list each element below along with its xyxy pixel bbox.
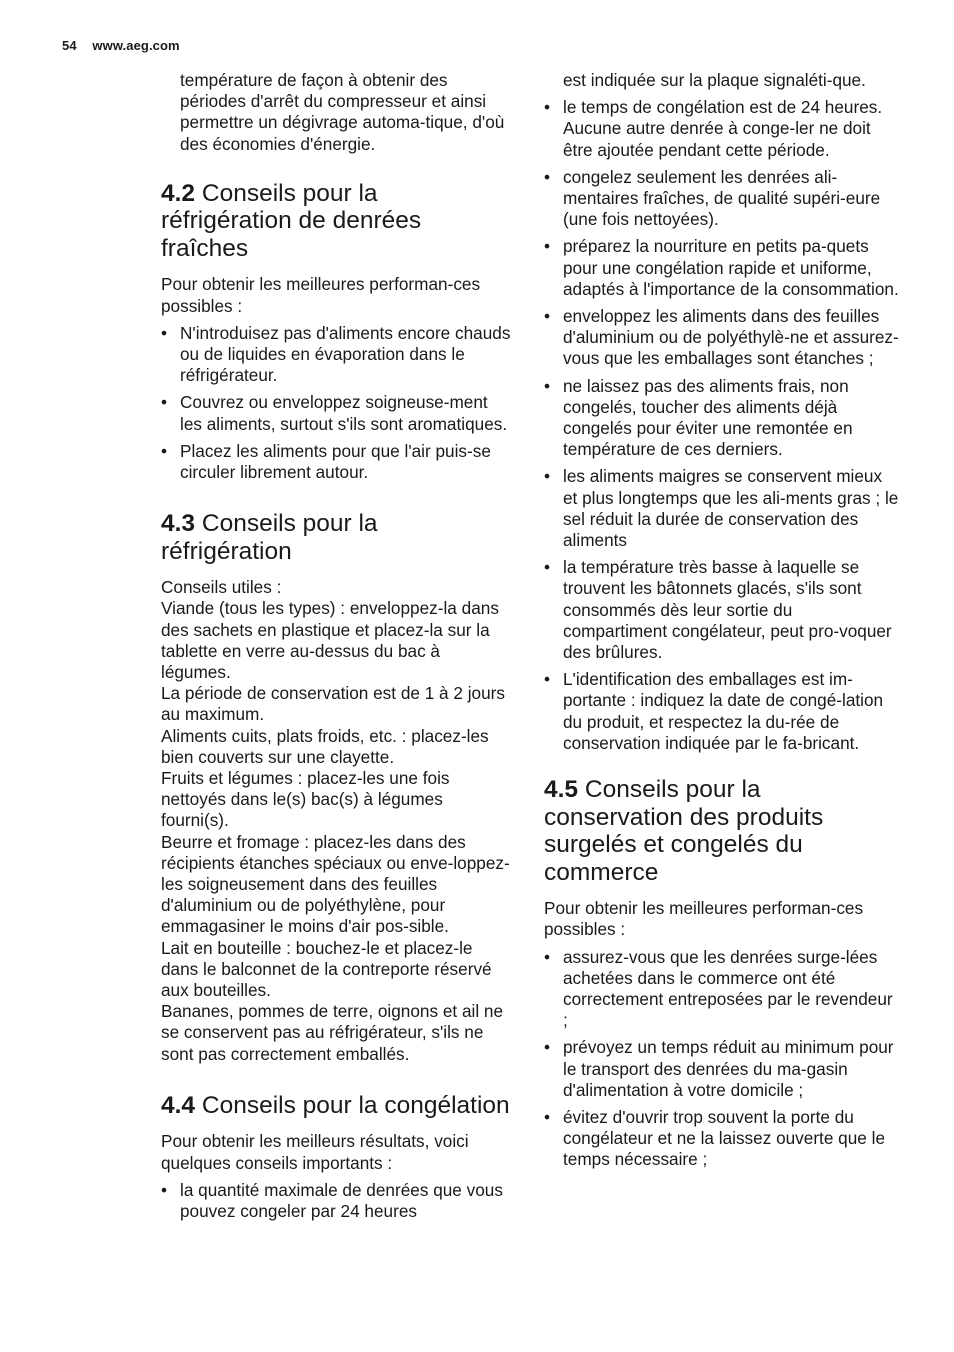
list-item: • assurez-vous que les denrées surge-lées achetées dans le commerce ont été correctement entreposées par le revendeur ; [544,947,900,1032]
section-title: Conseils pour la réfrigération [161,510,378,565]
right-column [544,70,900,1177]
section-number: 4.2 [161,179,196,207]
list-item: • Placez les aliments pour que l'air puis-se circuler librement autour. [161,441,511,483]
list-item: • prévoyez un temps réduit au minimum pour le transport des denrées du ma-gasin d'alimentation à votre domicile ; [544,1037,900,1101]
section-4-3-heading [161,510,511,565]
paragraph: Lait en bouteille : bouchez-le et placez-le dans le balconnet de la contreporte réservé aux bouteilles. [161,937,492,1000]
paragraph: La période de conservation est de 1 à 2 jours au maximum. [161,683,505,725]
bullet-list [161,1180,511,1222]
section-title: Conseils pour la conservation des produits surgelés et congelés du commerce [544,776,824,886]
left-column [161,70,511,1228]
list-item: • N'introduisez pas d'aliments encore chauds ou de liquides en évaporation dans le réfrigérateur. [161,323,511,387]
paragraph: Conseils utiles : [161,577,282,598]
section-4-5-heading [544,776,900,886]
section-title: Conseils pour la réfrigération de denrées fraîches [161,179,422,262]
list-item: • congelez seulement les denrées ali-mentaires fraîches, de qualité supéri-eure (une fois nettoyées). [544,167,900,231]
section-number: 4.5 [544,776,579,804]
intro-continuation: température de façon à obtenir des périodes d'arrêt du compresseur et ainsi permettre un dégivrage automa-tique, d'où des économies d'énergie. [180,70,505,154]
section-intro: Pour obtenir les meilleures performan-ces possibles : [544,898,864,940]
section-4-2-heading [161,180,511,263]
bullet-list [161,323,511,483]
list-item: • la quantité maximale de denrées que vous pouvez congeler par 24 heures [161,1180,511,1222]
page-number: 54 [62,38,77,53]
list-item: • le temps de congélation est de 24 heures. Aucune autre denrée à conge-ler ne doit être ajoutée pendant cette période. [544,97,900,161]
paragraph: Aliments cuits, plats froids, etc. : placez-les bien couverts sur une clayette. [161,725,489,767]
list-continuation: est indiquée sur la plaque signaléti-que. [563,70,866,90]
section-number: 4.3 [161,510,196,538]
list-item: • préparez la nourriture en petits pa-quets pour une congélation rapide et uniforme, adaptés à l'importance de la consommation. [544,236,900,300]
section-intro: Pour obtenir les meilleurs résultats, voici quelques conseils importants : [161,1131,469,1173]
list-item: • Couvrez ou enveloppez soigneuse-ment les aliments, surtout s'ils sont aromatiques. [161,392,511,434]
bullet-list [544,947,900,1171]
site-url: www.aeg.com [92,38,180,53]
page-header [62,38,180,53]
bullet-list [544,97,900,754]
section-4-4-heading [161,1092,511,1120]
section-number: 4.4 [161,1091,196,1119]
section-body [161,577,511,1065]
list-item: • ne laissez pas des aliments frais, non congelés, toucher des aliments déjà congelés pour éviter une remontée en température de ces derniers. [544,376,900,461]
list-item: • la température très basse à laquelle se trouvent les bâtonnets glacés, s'ils sont consommés dès leur sortie du compartiment congélateur, peut pro-voquer des brûlures. [544,557,900,663]
section-title: Conseils pour la congélation [201,1091,510,1119]
list-item: • L'identification des emballages est im-portante : indiquez la date de congé-lation du produit, et respectez la du-rée de conservation indiquée par le fa-bricant. [544,669,900,754]
section-intro: Pour obtenir les meilleures performan-ces possibles : [161,274,481,316]
list-item: • enveloppez les aliments dans des feuilles d'aluminium ou de polyéthylè-ne et assurez-vous que les emballages sont étanches ; [544,306,900,370]
paragraph: Beurre et fromage : placez-les dans des récipients étanches spéciaux ou enve-loppez-les soigneusement dans des feuilles d'aluminium ou de polyéthylène, pour emmagasiner le moins d'air pos-sible. [161,831,510,937]
paragraph: Fruits et légumes : placez-les une fois nettoyés dans le(s) bac(s) à légumes fourni(s). [161,767,450,831]
paragraph: Viande (tous les types) : enveloppez-la dans des sachets en plastique et placez-la sur la tablette en verre au-dessus du bac à légumes. [161,598,499,682]
list-item: • évitez d'ouvrir trop souvent la porte du congélateur et ne la laissez ouverte que le temps nécessaire ; [544,1107,900,1171]
paragraph: Bananes, pommes de terre, oignons et ail ne se conservent pas au réfrigérateur, s'ils ne sont pas correctement emballés. [161,1001,504,1064]
list-item: • les aliments maigres se conservent mieux et plus longtemps que les ali-ments gras ; le sel réduit la durée de conservation des aliments [544,466,900,551]
